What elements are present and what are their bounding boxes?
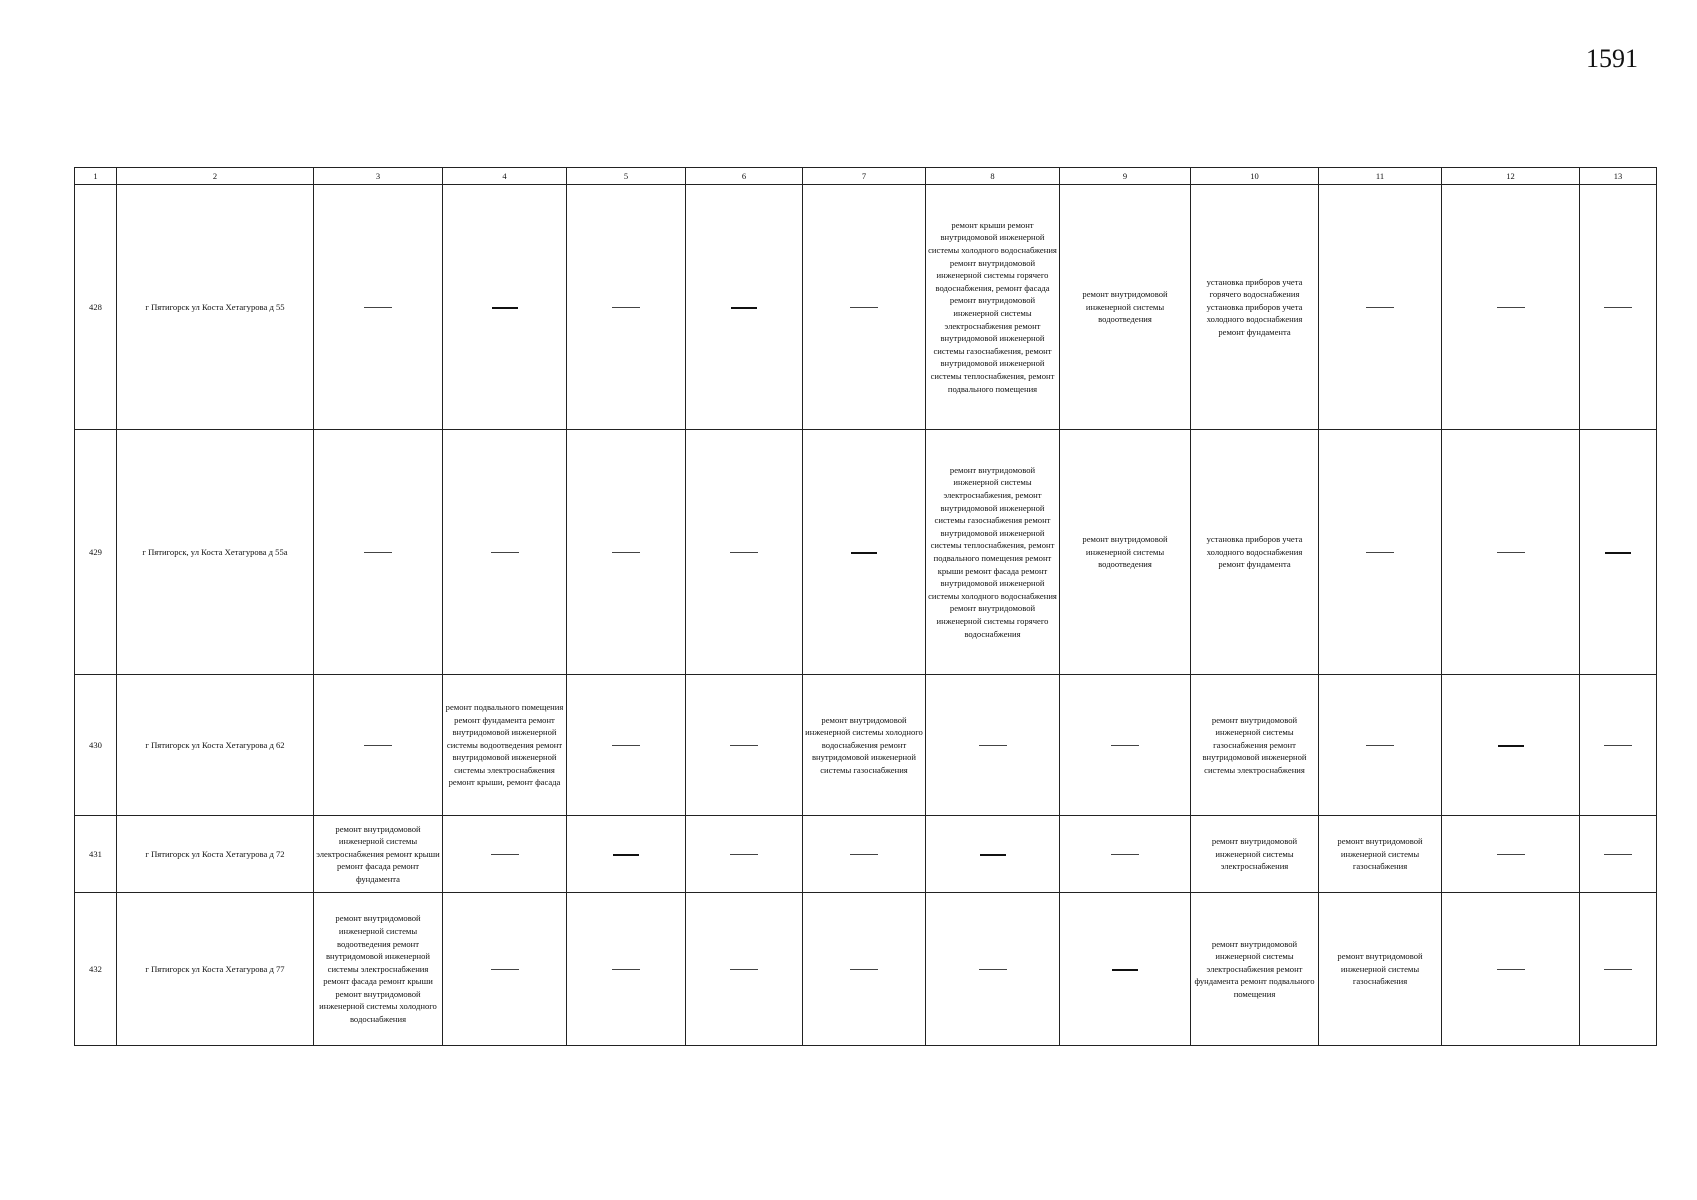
address-cell: г Пятигорск ул Коста Хетагурова д 77 [117, 893, 314, 1046]
empty-dash-cell [803, 185, 926, 430]
empty-dash-cell [314, 185, 443, 430]
address-cell: г Пятигорск, ул Коста Хетагурова д 55а [117, 430, 314, 675]
repair-works-cell: ремонт внутридомовой инженерной системы водоотведения ремонт внутридомовой инженерной системы электроснабжения ремонт фасада ремонт крыши ремонт внутридомовой инженерной системы холодного водоснабжения [314, 893, 443, 1046]
column-header: 6 [686, 168, 803, 185]
empty-dash-cell [1319, 430, 1442, 675]
dash-mark [1497, 307, 1525, 308]
capital-repair-table [74, 167, 1657, 1046]
repair-works-cell: ремонт внутридомовой инженерной системы электроснабжения ремонт фундамента ремонт подвального помещения [1191, 893, 1319, 1046]
empty-dash-cell [314, 430, 443, 675]
address-cell: г Пятигорск ул Коста Хетагурова д 55 [117, 185, 314, 430]
row-number-cell: 432 [75, 893, 117, 1046]
empty-dash-cell [686, 893, 803, 1046]
address-cell: г Пятигорск ул Коста Хетагурова д 72 [117, 816, 314, 893]
empty-dash-cell [443, 185, 567, 430]
table-row [75, 893, 1657, 1046]
repair-works-cell: ремонт внутридомовой инженерной системы электроснабжения ремонт крыши ремонт фасада ремонт фундамента [314, 816, 443, 893]
column-header: 2 [117, 168, 314, 185]
dash-mark [730, 745, 758, 746]
row-number-cell: 431 [75, 816, 117, 893]
column-header: 10 [1191, 168, 1319, 185]
dash-mark [850, 854, 878, 855]
repair-works-cell: ремонт внутридомовой инженерной системы водоотведения [1060, 430, 1191, 675]
empty-dash-cell [1442, 816, 1580, 893]
dash-mark [979, 969, 1007, 970]
empty-dash-cell [1319, 185, 1442, 430]
dash-mark [979, 745, 1007, 746]
table-row [75, 430, 1657, 675]
empty-dash-cell [1580, 430, 1657, 675]
dash-mark [491, 854, 519, 855]
repair-works-cell: установка приборов учета холодного водоснабжения ремонт фундамента [1191, 430, 1319, 675]
dash-mark [980, 854, 1006, 856]
dash-mark [730, 854, 758, 855]
table-row [75, 675, 1657, 816]
empty-dash-cell [567, 816, 686, 893]
empty-dash-cell [567, 430, 686, 675]
empty-dash-cell [1580, 675, 1657, 816]
dash-mark [850, 969, 878, 970]
empty-dash-cell [1442, 430, 1580, 675]
empty-dash-cell [1060, 816, 1191, 893]
dash-mark [1604, 969, 1632, 970]
dash-mark [1497, 969, 1525, 970]
column-header: 8 [926, 168, 1060, 185]
dash-mark [1366, 307, 1394, 308]
dash-mark [491, 552, 519, 553]
empty-dash-cell [314, 675, 443, 816]
empty-dash-cell [803, 430, 926, 675]
column-header: 7 [803, 168, 926, 185]
dash-mark [851, 552, 877, 554]
dash-mark [1366, 745, 1394, 746]
empty-dash-cell [443, 430, 567, 675]
table-row [75, 185, 1657, 430]
empty-dash-cell [567, 893, 686, 1046]
empty-dash-cell [1442, 185, 1580, 430]
row-number-cell: 429 [75, 430, 117, 675]
dash-mark [612, 745, 640, 746]
empty-dash-cell [1580, 816, 1657, 893]
dash-mark [850, 307, 878, 308]
empty-dash-cell [686, 430, 803, 675]
column-header: 9 [1060, 168, 1191, 185]
dash-mark [492, 307, 518, 309]
repair-works-cell: ремонт внутридомовой инженерной системы водоотведения [1060, 185, 1191, 430]
dash-mark [612, 552, 640, 553]
dash-mark [1366, 552, 1394, 553]
dash-mark [730, 969, 758, 970]
repair-works-cell: ремонт подвального помещения ремонт фундамента ремонт внутридомовой инженерной системы водоотведения ремонт внутридомовой инженерной системы электроснабжения ремонт крыши, ремонт фасада [443, 675, 567, 816]
repair-works-cell: ремонт внутридомовой инженерной системы газоснабжения [1319, 816, 1442, 893]
dash-mark [364, 552, 392, 553]
empty-dash-cell [926, 816, 1060, 893]
empty-dash-cell [686, 185, 803, 430]
empty-dash-cell [926, 893, 1060, 1046]
dash-mark [1111, 854, 1139, 855]
dash-mark [730, 552, 758, 553]
dash-mark [612, 969, 640, 970]
repair-works-cell: ремонт крыши ремонт внутридомовой инженерной системы холодного водоснабжения ремонт внутридомовой инженерной системы горячего водоснабжения, ремонт фасада ремонт внутридомовой инженерной системы электроснабжения ремонт внутридомовой инженерной системы газоснабжения, ремонт внутридомовой инженерной системы теплоснабжения, ремонт подвального помещения [926, 185, 1060, 430]
dash-mark [612, 307, 640, 308]
empty-dash-cell [1319, 675, 1442, 816]
dash-mark [1604, 854, 1632, 855]
empty-dash-cell [1580, 185, 1657, 430]
repair-works-cell: ремонт внутридомовой инженерной системы холодного водоснабжения ремонт внутридомовой инженерной системы газоснабжения [803, 675, 926, 816]
dash-mark [364, 307, 392, 308]
address-cell: г Пятигорск ул Коста Хетагурова д 62 [117, 675, 314, 816]
repair-works-cell: ремонт внутридомовой инженерной системы газоснабжения [1319, 893, 1442, 1046]
empty-dash-cell [1060, 893, 1191, 1046]
repair-works-cell: установка приборов учета горячего водоснабжения установка приборов учета холодного водоснабжения ремонт фундамента [1191, 185, 1319, 430]
empty-dash-cell [443, 893, 567, 1046]
dash-mark [731, 307, 757, 309]
empty-dash-cell [1060, 675, 1191, 816]
dash-mark [1112, 969, 1138, 971]
column-header: 11 [1319, 168, 1442, 185]
dash-mark [1498, 745, 1524, 747]
dash-mark [1605, 552, 1631, 554]
repair-works-cell: ремонт внутридомовой инженерной системы электроснабжения, ремонт внутридомовой инженерной системы газоснабжения ремонт внутридомовой инженерной системы теплоснабжения, ремонт подвального помещения ремонт крыши ремонт фасада ремонт внутридомовой инженерной системы холодного водоснабжения ремонт внутридомовой инженерной системы горячего водоснабжения [926, 430, 1060, 675]
dash-mark [1604, 745, 1632, 746]
column-header: 13 [1580, 168, 1657, 185]
empty-dash-cell [567, 675, 686, 816]
empty-dash-cell [686, 675, 803, 816]
column-header: 12 [1442, 168, 1580, 185]
dash-mark [1497, 552, 1525, 553]
empty-dash-cell [926, 675, 1060, 816]
dash-mark [491, 969, 519, 970]
row-number-cell: 430 [75, 675, 117, 816]
column-header: 4 [443, 168, 567, 185]
column-header: 3 [314, 168, 443, 185]
page-number: 1591 [1586, 44, 1638, 73]
empty-dash-cell [1580, 893, 1657, 1046]
empty-dash-cell [567, 185, 686, 430]
repair-works-cell: ремонт внутридомовой инженерной системы электроснабжения [1191, 816, 1319, 893]
empty-dash-cell [686, 816, 803, 893]
empty-dash-cell [443, 816, 567, 893]
empty-dash-cell [803, 893, 926, 1046]
empty-dash-cell [1442, 893, 1580, 1046]
repair-works-cell: ремонт внутридомовой инженерной системы газоснабжения ремонт внутридомовой инженерной системы электроснабжения [1191, 675, 1319, 816]
dash-mark [1111, 745, 1139, 746]
column-number-header-row [75, 168, 1657, 185]
dash-mark [1604, 307, 1632, 308]
table-row [75, 816, 1657, 893]
row-number-cell: 428 [75, 185, 117, 430]
column-header: 5 [567, 168, 686, 185]
dash-mark [1497, 854, 1525, 855]
dash-mark [613, 854, 639, 856]
column-header: 1 [75, 168, 117, 185]
empty-dash-cell [803, 816, 926, 893]
dash-mark [364, 745, 392, 746]
empty-dash-cell [1442, 675, 1580, 816]
